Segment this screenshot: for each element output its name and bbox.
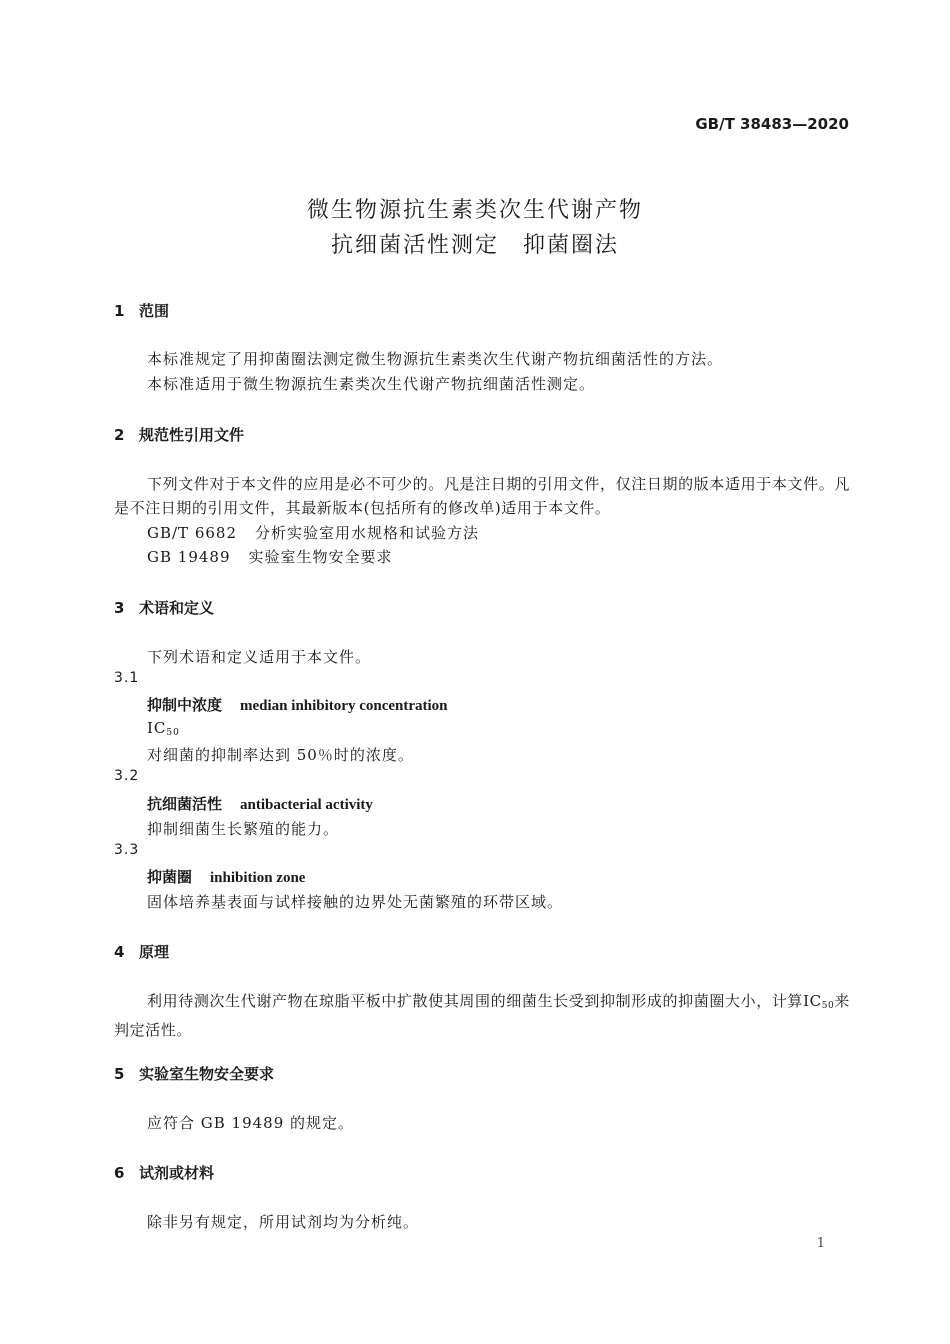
- abbreviation-subscript: 50: [821, 1001, 835, 1011]
- section-4-paragraph: [114, 989, 850, 1042]
- section-2-paragraph: 下列文件对于本文件的应用是必不可少的。凡是注日期的引用文件，仅注日期的版本适用于本文件。凡是不注日期的引用文件，其最新版本(包括所有的修改单)适用于本文件。: [114, 475, 850, 517]
- document-title-line-1: 微生物源抗生素类次生代谢产物: [306, 198, 643, 223]
- section-number: 6: [114, 1164, 125, 1182]
- section-title: 范围: [139, 302, 170, 320]
- section-3-heading: [114, 597, 214, 618]
- term-title: [147, 694, 448, 715]
- term-number: 3.1: [114, 670, 140, 686]
- term-title: [147, 793, 373, 814]
- abbreviation-text: IC: [803, 992, 822, 1010]
- abbreviation-text: IC: [147, 719, 167, 737]
- document-title-line-2: 抗细菌活性测定 抑菌圈法: [330, 233, 619, 258]
- section-title: 试剂或材料: [139, 1164, 215, 1182]
- section-3-intro: 下列术语和定义适用于本文件。: [147, 648, 372, 666]
- term-chinese: 抑制中浓度: [147, 696, 223, 714]
- term-english: inhibition zone: [210, 870, 306, 886]
- reference-title: 实验室生物安全要求: [248, 548, 393, 566]
- section-6-heading: [114, 1162, 214, 1183]
- section-1-paragraph-1: 本标准规定了用抑菌圈法测定微生物源抗生素类次生代谢产物抗细菌活性的方法。: [147, 350, 724, 368]
- section-1-heading: [114, 300, 169, 321]
- section-number: 4: [114, 943, 125, 961]
- section-5-paragraph: 应符合 GB 19489 的规定。: [147, 1114, 355, 1132]
- reference-code: GB/T 6682: [147, 524, 238, 542]
- section-number: 2: [114, 426, 125, 444]
- reference-title: 分析实验室用水规格和试验方法: [255, 524, 480, 542]
- term-abbreviation: [147, 719, 180, 738]
- paragraph-text: 利用待测次生代谢产物在琼脂平板中扩散使其周围的细菌生长受到抑制形成的抑菌圈大小，计算: [147, 992, 804, 1010]
- section-number: 1: [114, 302, 125, 320]
- section-6-paragraph: 除非另有规定，所用试剂均为分析纯。: [147, 1213, 420, 1231]
- section-number: 3: [114, 599, 125, 617]
- abbreviation-subscript: 50: [166, 728, 180, 738]
- term-number: 3.3: [114, 842, 140, 858]
- section-number: 5: [114, 1065, 125, 1083]
- reference-item: [147, 546, 393, 567]
- page-number: 1: [816, 1236, 825, 1251]
- term-definition: 固体培养基表面与试样接触的边界处无菌繁殖的环带区域。: [147, 893, 564, 911]
- term-english: antibacterial activity: [240, 797, 373, 813]
- section-1-paragraph-2: 本标准适用于微生物源抗生素类次生代谢产物抗细菌活性测定。: [147, 375, 596, 393]
- section-title: 术语和定义: [139, 599, 215, 617]
- term-chinese: 抗细菌活性: [147, 795, 223, 813]
- term-number: 3.2: [114, 768, 140, 784]
- term-definition: 对细菌的抑制率达到 50％时的浓度。: [147, 746, 414, 764]
- section-title: 实验室生物安全要求: [139, 1065, 275, 1083]
- term-english: median inhibitory concentration: [240, 698, 448, 714]
- term-chinese: 抑菌圈: [147, 868, 193, 886]
- reference-item: [147, 522, 479, 543]
- standard-number: GB/T 38483—2020: [695, 115, 849, 133]
- section-4-heading: [114, 941, 169, 962]
- section-title: 原理: [139, 943, 170, 961]
- section-title: 规范性引用文件: [139, 426, 245, 444]
- paragraph-text: 来判定活性。: [114, 992, 850, 1039]
- term-definition: 抑制细菌生长繁殖的能力。: [147, 820, 340, 838]
- reference-code: GB 19489: [147, 548, 231, 566]
- term-title: [147, 866, 305, 887]
- section-5-heading: [114, 1063, 274, 1084]
- section-2-heading: [114, 424, 244, 445]
